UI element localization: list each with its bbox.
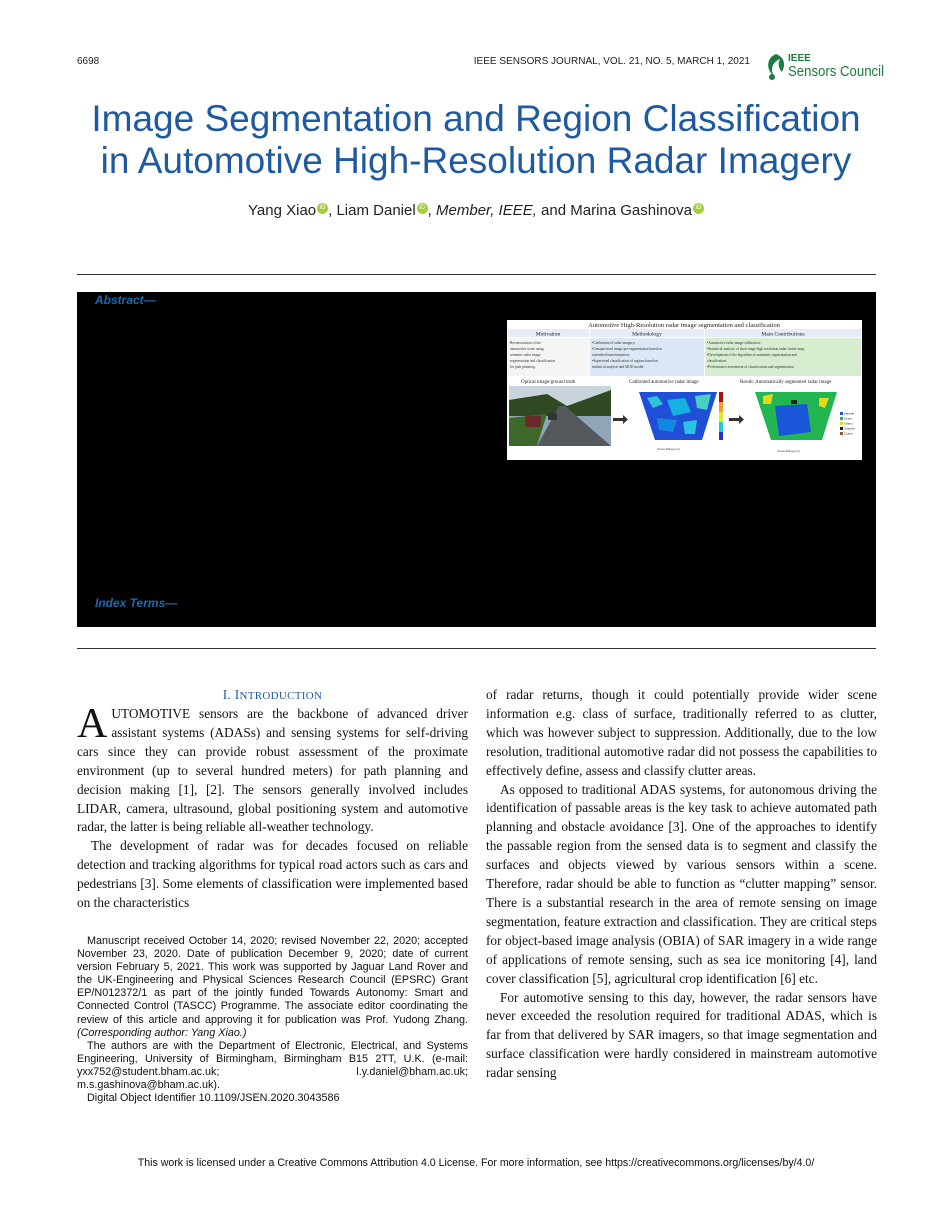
panel-label-calibrated: Calibrated automotive radar image — [629, 380, 699, 385]
journal-header: IEEE SENSORS JOURNAL, VOL. 21, NO. 5, MARCH 1, 2021 — [473, 56, 750, 67]
footnote-doi: Digital Object Identifier 10.1109/JSEN.2020.3043586 — [87, 1092, 340, 1105]
footnote-affiliation: The authors are with the Department of Electronic, Electrical, and Systems Engineering, University of Birmingham, Birmingham B15 2TT, U.K. (e-mail: yxx752@student.bham.ac.uk; l.y.daniel@bham.ac.uk; m.s.gashinova@bham.ac.uk). — [77, 1039, 468, 1092]
author-name: Yang Xiao — [248, 202, 317, 219]
figure-title: Automotive High-Resolution radar image segmentation and classification — [588, 322, 780, 329]
motivation-line: semantic radar image — [510, 353, 541, 357]
contribution-line: •Automotive radar image calibration; — [707, 341, 761, 345]
contribution-line: •Statistical analysis of short range high resolution radar clutter map; — [707, 347, 805, 351]
author-separator: , — [427, 202, 437, 219]
col-header-methodology: Methodology — [632, 331, 662, 338]
page-number: 6698 — [77, 56, 100, 67]
logo-dot-icon — [769, 74, 775, 80]
methodology-line: •Unsupervised image pre-segmentation based on — [592, 347, 663, 351]
panel-label-result: Result: Automatically segmented radar image — [740, 380, 832, 385]
license-footer: This work is licensed under a Creative Commons Attribution 4.0 License. For more information, see https://creativecommons.org/licenses/by/4.0/ — [137, 1157, 815, 1169]
intro-paragraph-text: UTOMOTIVE sensors are the backbone of advanced driver assistant systems (ADASs) and sensing systems for self-driving cars since they can provide robust assessment of the proximate environment (up to several hundred meters) for path planning and decision making [1], [2]. The sensors generally involved includes LIDAR, camera, ultrasound, global positioning system and automotive radar, the latter is being reliable all-weather technology. — [77, 706, 468, 835]
motivation-line: automotive scene using — [510, 347, 544, 351]
footnote — [77, 935, 468, 1105]
segmented-radar-image — [746, 386, 861, 458]
author-list — [40, 202, 912, 219]
contribution-line: •Development of the algorithm of automatic segmentation and — [707, 353, 797, 357]
legend-item: Asphalt — [844, 411, 855, 416]
logo-council-text: Sensors Council — [788, 63, 884, 80]
footnote-corresponding: (Corresponding author: Yang Xiao.) — [77, 1026, 247, 1039]
col-header-motivation: Motivation — [535, 331, 561, 338]
title-line-2: in Automotive High-Resolution Radar Imagery — [100, 140, 852, 181]
legend-item: Object — [844, 421, 853, 426]
orcid-icon[interactable]: iD — [693, 203, 704, 214]
logo-swoosh-icon — [768, 54, 784, 76]
motivation-line: for path planning. — [510, 365, 536, 369]
drop-cap: A — [77, 701, 108, 747]
section-heading — [77, 686, 468, 705]
ieee-sensors-council-logo — [764, 50, 886, 82]
graphical-abstract-figure — [507, 320, 862, 460]
legend-item: Clutter — [844, 431, 853, 436]
paper-title — [40, 98, 912, 182]
panel-label-optical: Optical image/ground truth — [521, 380, 576, 385]
left-column — [77, 686, 468, 913]
optical-photo — [509, 386, 611, 446]
footnote-manuscript — [77, 935, 468, 1040]
intro-paragraph — [77, 701, 468, 837]
methodology-line: •Supervised classification of regions based on — [592, 359, 659, 363]
index-terms-label: Index Terms— — [95, 596, 178, 610]
title-line-1: Image Segmentation and Region Classification — [91, 98, 861, 139]
contribution-line: •Performance assessment of classification and segmentation. — [707, 365, 795, 369]
body-paragraph: As opposed to traditional ADAS systems, for autonomous driving the identification of passable areas is the key task to achieve automated path planning and obstacle avoidance [3]. One of the approaches to identify the passable region from the sensed data is to segment and classify the surfaces and objects viewed by various sensors within a scene. Therefore, radar should be able to function as “clutter mapping” sensor. There is a substantial research in the area of remote sensing on image segmentation, feature extraction and classification. They are critical steps for object-based image analysis (OBIA) of SAR imagery in a wide range of applications of remote sensing, such as sea ice monitoring [4], land cover classification [5], agricultural crop identification [6] etc. — [486, 781, 877, 986]
logo-ieee-text: IEEE — [788, 53, 811, 64]
legend-item: Shadow — [844, 426, 855, 431]
calibrated-radar-image — [630, 386, 730, 452]
bottom-divider — [77, 648, 876, 649]
section-rest: NTRODUCTION — [239, 690, 323, 702]
top-divider — [77, 274, 876, 275]
motivation-line: segmentation and classification — [510, 359, 556, 363]
axis-label: Cross Range (m) — [777, 449, 800, 453]
orcid-icon[interactable]: iD — [417, 203, 428, 214]
methodology-line: •Calibration of radar imagery; — [592, 341, 636, 345]
author-separator: , Liam Daniel — [328, 202, 416, 219]
methodology-line: watershed transformation; — [592, 353, 630, 357]
axis-label: Cross Range (m) — [657, 447, 680, 451]
body-paragraph: For automotive sensing to this day, however, the radar sensors have never exceeded the resolution required for traditional ADAS, which is far from that delivered by SAR imagers, so that image segmentation and surface classification were hardly considered in mainstream automotive radar sensing — [486, 989, 877, 1081]
motivation-line: Reconstruction of the — [510, 341, 541, 345]
body-paragraph: of radar returns, though it could potentially provide wider scene information e.g. class of surface, traditionally referred to as clutter, which was however subject to suppression. Additionally, due to the low resolution, traditional automotive radar did not possess the capabilities to effectively define, assess and classify clutter areas. — [486, 687, 877, 778]
abstract-label: Abstract— — [95, 293, 156, 307]
body-paragraph: The development of radar was for decades focused on reliable detection and tracking algorithms for typical road actors such as cars and pedestrians [3]. Some elements of classification were implemented based on the characteristics — [77, 838, 468, 911]
right-column — [486, 686, 877, 1083]
orcid-icon[interactable]: iD — [317, 203, 328, 214]
author-membership: Member, IEEE, — [436, 202, 537, 219]
legend-item: Grass — [844, 416, 853, 421]
author-separator: and Marina Gashinova — [536, 202, 692, 219]
methodology-line: statistical analysis and MOD model. — [592, 365, 645, 369]
footnote-manuscript-text: Manuscript received October 14, 2020; revised November 22, 2020; accepted November 23, 2020. Date of publication December 9, 2020; date of current version February 5, 2021. This work was supported by Jaguar Land Rover and the UK-Engineering and Physical Sciences Research Council (EPSRC) Grant EP/N012372/1 as part of the jointly funded Towards Autonomy: Smart and Connected Control (TASCC) Programme. The associate editor coordinating the review of this article and approving it for publication was Prof. Yudong Zhang. — [77, 935, 468, 1026]
section-numeral: I. — [222, 687, 235, 702]
col-header-contributions: Main Contributions — [761, 331, 805, 338]
abstract-box — [77, 292, 876, 627]
contribution-line: classification; — [707, 359, 727, 363]
section-first-letter: I — [234, 687, 240, 702]
